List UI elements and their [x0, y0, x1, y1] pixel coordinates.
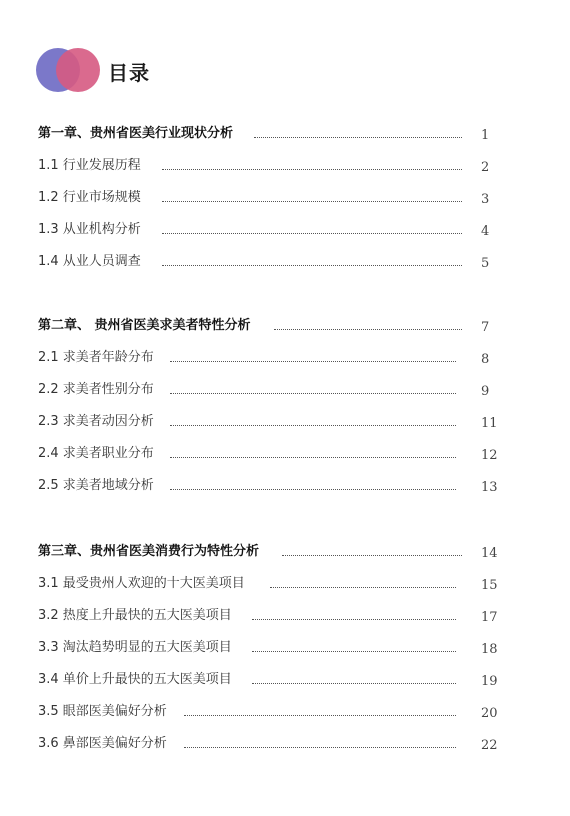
toc-leader-dots	[254, 137, 462, 138]
page-title: 目录	[108, 61, 150, 85]
toc-entry-label: 3.3 淘汰趋势明显的五大医美项目	[38, 640, 232, 655]
toc-leader-dots	[252, 651, 456, 652]
toc-entry-page: 8	[481, 352, 490, 367]
toc-leader-dots	[162, 201, 462, 202]
toc-leader-dots	[170, 393, 456, 394]
toc-entry-page: 13	[481, 480, 498, 495]
toc-entry-label: 1.2 行业市场规模	[38, 190, 141, 205]
toc-entry-page: 12	[481, 448, 498, 463]
toc-entry-page: 22	[481, 738, 498, 753]
toc-leader-dots	[170, 425, 456, 426]
toc-entry-label: 3.6 鼻部医美偏好分析	[38, 736, 167, 751]
toc-leader-dots	[170, 489, 456, 490]
toc-entry-page: 15	[481, 578, 498, 593]
toc-entry-label: 2.5 求美者地域分析	[38, 478, 154, 493]
toc-leader-dots	[184, 747, 456, 748]
toc-entry-page: 5	[481, 256, 490, 271]
toc-entry-page: 9	[481, 384, 490, 399]
toc-entry-page: 4	[481, 224, 490, 239]
toc-entry-label: 第一章、贵州省医美行业现状分析	[38, 126, 234, 141]
toc-entry-label: 1.1 行业发展历程	[38, 158, 141, 173]
toc-entry-label: 3.4 单价上升最快的五大医美项目	[38, 672, 232, 687]
toc-leader-dots	[270, 587, 456, 588]
toc-entry-page: 7	[481, 320, 490, 335]
toc-leader-dots	[274, 329, 462, 330]
toc-leader-dots	[162, 233, 462, 234]
toc-entry-page: 18	[481, 642, 498, 657]
toc-entry-label: 3.5 眼部医美偏好分析	[38, 704, 167, 719]
toc-entry-label: 2.2 求美者性别分布	[38, 382, 154, 397]
toc-entry-page: 11	[481, 416, 498, 431]
toc-entry-label: 第二章、 贵州省医美求美者特性分析	[38, 318, 251, 333]
toc-entry-page: 19	[481, 674, 498, 689]
toc-entry-page: 14	[481, 546, 498, 561]
toc-leader-dots	[252, 683, 456, 684]
toc-leader-dots	[170, 457, 456, 458]
toc-entry-label: 2.3 求美者动因分析	[38, 414, 154, 429]
toc-leader-dots	[170, 361, 456, 362]
toc-entry-label: 3.1 最受贵州人欢迎的十大医美项目	[38, 576, 245, 591]
toc-leader-dots	[162, 265, 462, 266]
toc-entry-label: 1.4 从业人员调查	[38, 254, 141, 269]
toc-entry-page: 20	[481, 706, 498, 721]
toc-entry-page: 2	[481, 160, 490, 175]
toc-entry-label: 第三章、贵州省医美消费行为特性分析	[38, 544, 260, 559]
toc-entry-page: 1	[481, 128, 490, 143]
toc-leader-dots	[282, 555, 462, 556]
toc-leader-dots	[184, 715, 456, 716]
toc-leader-dots	[252, 619, 456, 620]
toc-entry-label: 1.3 从业机构分析	[38, 222, 141, 237]
toc-entry-label: 2.4 求美者职业分布	[38, 446, 154, 461]
toc-entry-label: 2.1 求美者年龄分布	[38, 350, 154, 365]
toc-entry-page: 3	[481, 192, 490, 207]
toc-leader-dots	[162, 169, 462, 170]
toc-entry-label: 3.2 热度上升最快的五大医美项目	[38, 608, 232, 623]
toc-entry-page: 17	[481, 610, 498, 625]
